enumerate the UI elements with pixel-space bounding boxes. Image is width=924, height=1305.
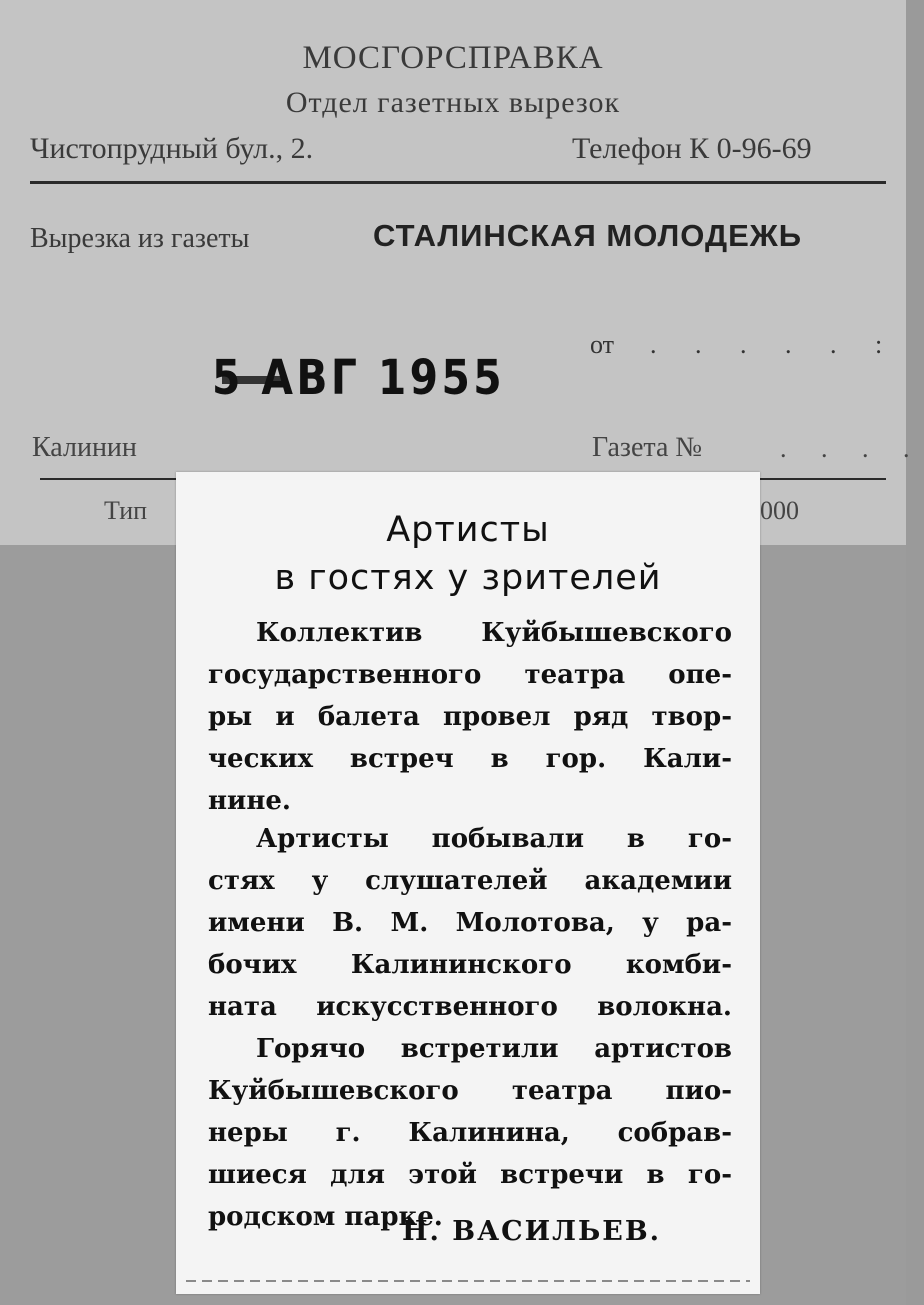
paper-number-dots: . . . . — [780, 434, 924, 463]
article-line: бочих Калининского комби- — [208, 950, 732, 980]
phone-text: Телефон К 0-96-69 — [572, 132, 812, 165]
article-line: Коллектив Куйбышевского — [256, 618, 732, 648]
article-line: Горячо встретили артистов — [256, 1034, 732, 1064]
organization-title: МОСГОРСПРАВКА — [302, 40, 604, 76]
article-line: стях у слушателей академии — [208, 866, 732, 896]
clipping-edge — [186, 1280, 750, 1282]
article-signature: Н. ВАСИЛЬЕВ. — [402, 1216, 662, 1247]
article-line: ческих встреч в гор. Кали- — [208, 744, 732, 774]
newspaper-clipping — [176, 472, 760, 1294]
print-label: Тип — [104, 496, 148, 525]
article-line: неры г. Калинина, собрав- — [208, 1118, 732, 1148]
address-text: Чистопрудный бул., 2. — [30, 132, 314, 165]
article-line: ры и балета провел ряд твор- — [208, 702, 732, 732]
department-title: Отдел газетных вырезок — [285, 86, 621, 119]
newspaper-name: СТАЛИНСКАЯ МОЛОДЕЖЬ — [373, 218, 803, 253]
article-line: Артисты побывали в го- — [256, 824, 732, 854]
article-line: родском парке. — [208, 1202, 443, 1232]
date-from-label: от — [590, 330, 615, 359]
article-line: государственного театра опе- — [208, 660, 732, 690]
article-headline-line2: в гостях у зрителей — [274, 558, 662, 598]
divider-rule — [30, 181, 886, 184]
article-line: нине. — [208, 786, 291, 816]
article-line: шиеся для этой встречи в го- — [208, 1160, 732, 1190]
article-line: ната искусственного волокна. — [208, 992, 732, 1022]
city-label: Калинин — [32, 432, 137, 463]
date-stamp: 5 АВГ 1955 — [212, 350, 506, 406]
circulation-value: 000 — [760, 496, 799, 525]
date-from-dots: . . . . . : — [650, 330, 899, 359]
clipping-label: Вырезка из газеты — [30, 223, 250, 254]
article-line: Куйбышевского театра пио- — [208, 1076, 732, 1106]
article-headline-line1: Артисты — [386, 510, 550, 550]
paper-number-label: Газета № — [592, 432, 703, 463]
article-line: имени В. М. Молотова, у ра- — [208, 908, 732, 938]
